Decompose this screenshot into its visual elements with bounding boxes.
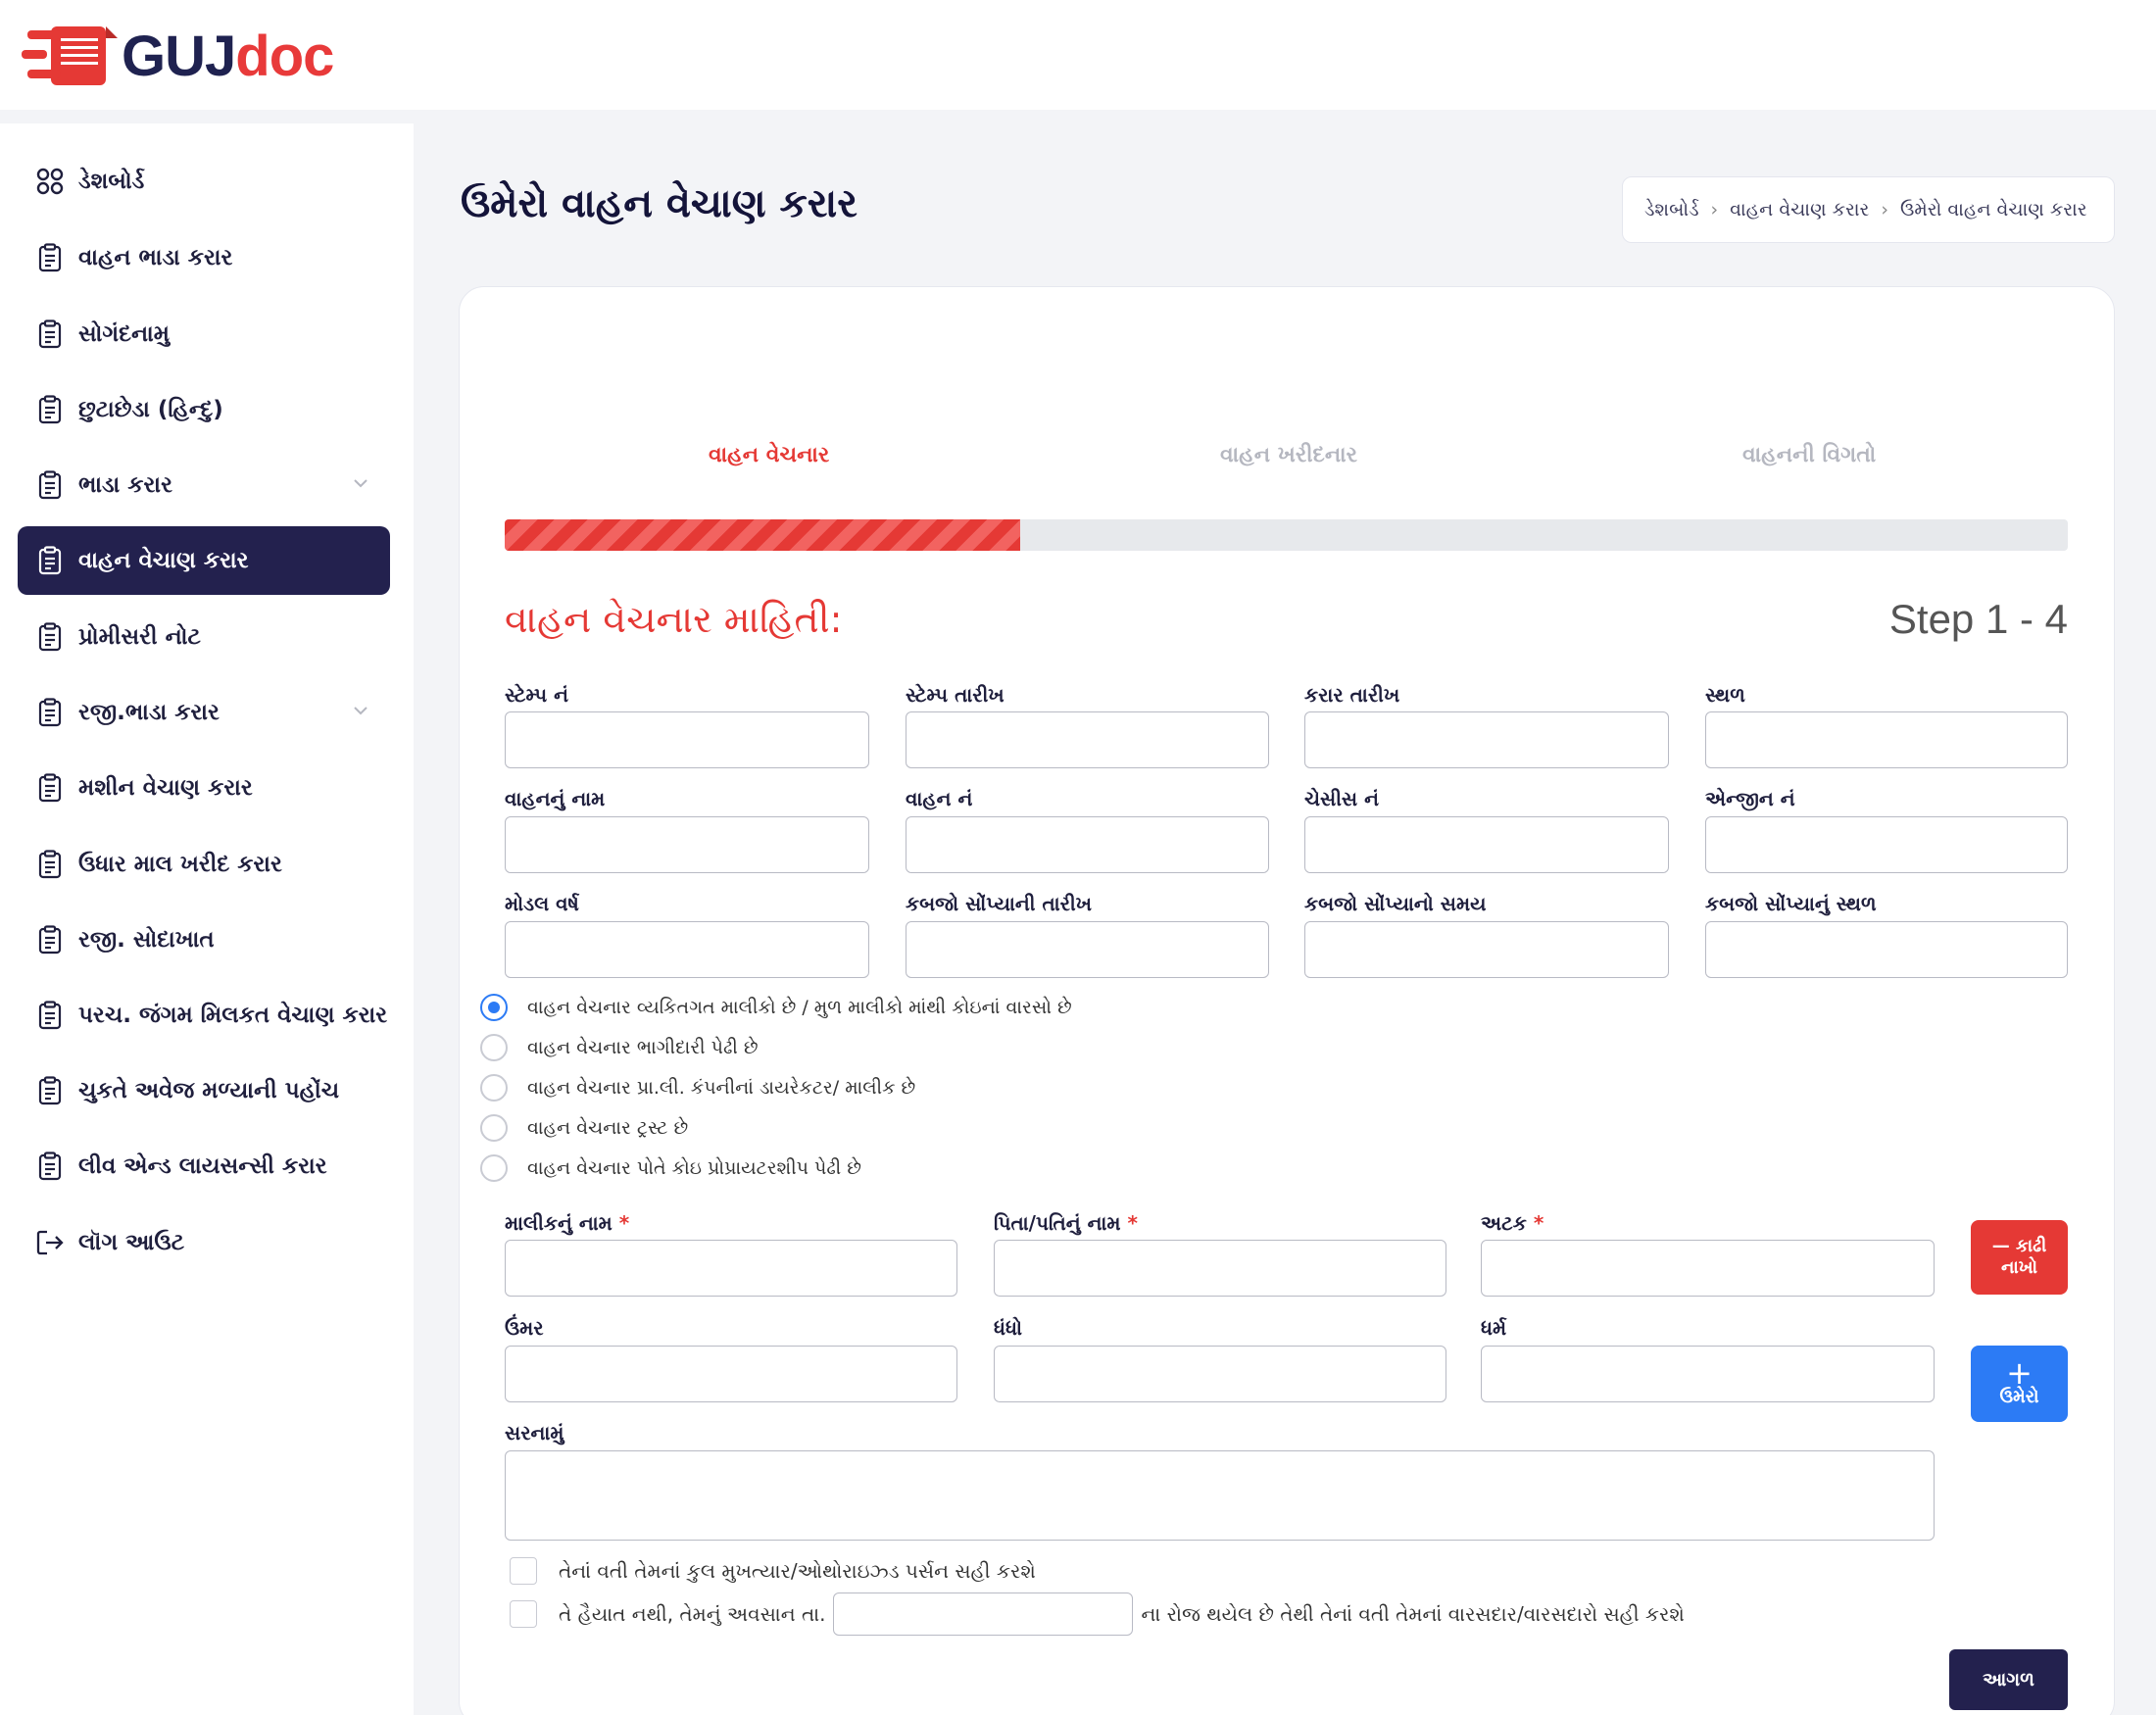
religion-input[interactable]: [1481, 1346, 1935, 1402]
clipboard-icon: [35, 925, 65, 955]
engine-no-input[interactable]: [1705, 816, 2068, 873]
sidebar-item-credit-purchase[interactable]: [18, 830, 390, 899]
radio-button[interactable]: [480, 1114, 508, 1142]
breadcrumb-separator-icon: ›: [1710, 199, 1719, 220]
sidebar-item-label: ભાડા કરાર: [78, 472, 172, 498]
engine-no-label: એન્જીન નં: [1705, 787, 1795, 810]
occupation-input[interactable]: [994, 1346, 1446, 1402]
clipboard-icon: [35, 773, 65, 803]
sidebar-item-label: પ્રોમીસરી નોટ: [78, 624, 201, 650]
age-input[interactable]: [505, 1346, 957, 1402]
surname-input[interactable]: [1481, 1240, 1935, 1297]
sidebar-item-payment-receipt[interactable]: [18, 1056, 390, 1125]
possession-place-input[interactable]: [1705, 921, 2068, 978]
sidebar-item-promissory-note[interactable]: [18, 603, 390, 671]
sidebar-item-movable-property[interactable]: [18, 981, 390, 1050]
grid-icon: [35, 167, 65, 196]
sidebar-item-label: રજી. સોદાખાત: [78, 927, 215, 953]
clipboard-icon: [35, 1001, 65, 1030]
agreement-date-input[interactable]: [1304, 711, 1669, 768]
model-year-input[interactable]: [505, 921, 869, 978]
sidebar-item-reg-rent[interactable]: [18, 678, 390, 747]
place-input[interactable]: [1705, 711, 2068, 768]
seller-type-option-company[interactable]: [480, 1074, 915, 1102]
sidebar-item-label: ઉધાર માલ ખરીદ કરાર: [78, 852, 282, 877]
stamp-date-input[interactable]: [906, 711, 1269, 768]
page-title: ઉમેરો વાહન વેચાણ કરાર: [461, 181, 858, 226]
radio-button[interactable]: [480, 1074, 508, 1102]
sidebar-item-label: રજી.ભાડા કરાર: [78, 700, 220, 725]
poa-sign-checkbox[interactable]: [510, 1557, 537, 1585]
vehicle-no-label: વાહન નં: [906, 787, 973, 810]
stamp-no-input[interactable]: [505, 711, 869, 768]
radio-label: વાહન વેચનાર ભાગીદારી પેઢી છે: [527, 1037, 759, 1058]
seller-type-option-trust[interactable]: [480, 1114, 688, 1142]
clipboard-icon: [35, 395, 65, 424]
breadcrumb: [1622, 176, 2115, 243]
sidebar-item-label: મશીન વેચાણ કરાર: [78, 775, 253, 801]
clipboard-icon: [35, 243, 65, 272]
breadcrumb-current: ઉમેરો વાહન વેચાણ કરાર: [1899, 199, 2087, 220]
add-owner-button[interactable]: [1971, 1346, 2068, 1422]
chassis-no-input[interactable]: [1304, 816, 1669, 873]
sidebar-item-vehicle-sale[interactable]: [18, 526, 390, 595]
sidebar-item-reg-sale-deed[interactable]: [18, 906, 390, 974]
vehicle-no-input[interactable]: [906, 816, 1269, 873]
logo-wordmark: GUJdoc: [122, 24, 334, 88]
top-header: [0, 0, 2156, 110]
sidebar-item-divorce[interactable]: [18, 375, 390, 444]
section-title: વાહન વેચનાર માહિતી:: [505, 598, 843, 641]
breadcrumb-link-vehicle-sale[interactable]: વાહન વેચાણ કરાર: [1730, 199, 1870, 220]
sidebar-item-label: વાહન વેચાણ કરાર: [78, 548, 249, 573]
clipboard-icon: [35, 850, 65, 879]
poa-sign-label: તેનાં વતી તેમનાં કુલ મુખત્યાર/ઓથોરાઇઝ્ડ પર્સન સહી કરશે: [559, 1559, 1036, 1583]
place-label: સ્થળ: [1705, 683, 1745, 707]
heirs-sign-checkbox-row[interactable]: [510, 1592, 1685, 1636]
surname-label: અટક *: [1481, 1211, 1544, 1235]
death-date-input[interactable]: [833, 1592, 1133, 1636]
sidebar-item-logout[interactable]: [18, 1208, 390, 1277]
seller-type-option-proprietorship[interactable]: [480, 1154, 861, 1182]
religion-label: ધર્મ: [1481, 1316, 1507, 1340]
sidebar-item-label: સોગંદનામુ: [78, 321, 171, 347]
clipboard-icon: [35, 622, 65, 652]
stamp-no-label: સ્ટેમ્પ નં: [505, 683, 568, 707]
sidebar-item-label: છુટાછેડા (હિન્દુ): [78, 397, 223, 422]
radio-label: વાહન વેચનાર ટ્રસ્ટ છે: [527, 1117, 689, 1139]
sidebar-item-leave-license[interactable]: [18, 1132, 390, 1200]
occupation-label: ધંધો: [994, 1316, 1022, 1340]
stamp-date-label: સ્ટેમ્પ તારીખ: [906, 683, 1004, 707]
next-button[interactable]: આગળ: [1949, 1649, 2068, 1710]
agreement-date-label: કરાર તારીખ: [1304, 683, 1400, 707]
sidebar-item-dashboard[interactable]: [18, 147, 390, 216]
radio-label: વાહન વેચનાર પ્રા.લી. કંપનીનાં ડાયરેકટર/ માલીક છે: [527, 1077, 916, 1099]
heirs-sign-checkbox[interactable]: [510, 1600, 537, 1628]
breadcrumb-link-dashboard[interactable]: ડેશબોર્ડ: [1644, 199, 1699, 220]
logo-mark-icon: [22, 23, 120, 91]
possession-time-label: કબજો સોંપ્યાનો સમય: [1304, 892, 1487, 915]
clipboard-icon: [35, 1152, 65, 1181]
radio-button[interactable]: [480, 1154, 508, 1182]
heirs-sign-label-after: ના રોજ થયેલ છે તેથી તેનાં વતી તેમનાં વારસદાર/વારસદારો સહી કરશે: [1141, 1602, 1685, 1626]
add-button-label: ઉમેરો: [1999, 1387, 2039, 1408]
remove-button-label: નાખો: [2000, 1257, 2038, 1278]
sidebar: [0, 123, 414, 1715]
seller-type-option-individual[interactable]: [480, 994, 1072, 1021]
poa-sign-checkbox-row[interactable]: [510, 1557, 1036, 1585]
address-label: સરનામું: [505, 1421, 564, 1445]
vehicle-name-label: વાહનનું નામ: [505, 787, 606, 810]
sidebar-item-label: પરચ. જંગમ મિલકત વેચાણ કરાર: [78, 1003, 388, 1028]
radio-label: વાહન વેચનાર પોતે કોઇ પ્રોપ્રાયટરશીપ પેઢી છે: [527, 1157, 861, 1179]
breadcrumb-separator-icon: ›: [1881, 199, 1888, 220]
chassis-no-label: ચેસીસ નં: [1304, 787, 1379, 810]
father-name-input[interactable]: [994, 1240, 1446, 1297]
possession-date-label: કબજો સોંપ્યાની તારીખ: [906, 892, 1093, 915]
step-tab-buyer[interactable]: વાહન ખરીદનાર: [1220, 443, 1357, 467]
seller-type-option-partnership[interactable]: [480, 1034, 759, 1061]
address-textarea[interactable]: [505, 1450, 1935, 1541]
sidebar-item-vehicle-rent[interactable]: [18, 223, 390, 292]
clipboard-icon: [35, 470, 65, 500]
remove-owner-button[interactable]: [1971, 1220, 2068, 1295]
clipboard-icon: [35, 1076, 65, 1105]
chevron-down-icon: [353, 706, 368, 715]
chevron-down-icon: [353, 478, 368, 488]
sidebar-item-affidavit[interactable]: [18, 300, 390, 368]
step-progress-bar: [505, 519, 2068, 551]
sidebar-item-label: વાહન ભાડા કરાર: [78, 245, 233, 270]
logout-icon: [35, 1228, 65, 1257]
sidebar-item-label: લૉગ આઉટ: [78, 1230, 185, 1255]
father-name-label: પિતા/પતિનું નામ *: [994, 1211, 1138, 1235]
sidebar-item-label: લીવ એન્ડ લાયસન્સી કરાર: [78, 1153, 327, 1179]
clipboard-icon: [35, 546, 65, 575]
vehicle-name-input[interactable]: [505, 816, 869, 873]
clipboard-icon: [35, 698, 65, 727]
radio-button[interactable]: [480, 1034, 508, 1061]
owner-name-label: માલીકનું નામ *: [505, 1211, 630, 1235]
possession-time-input[interactable]: [1304, 921, 1669, 978]
sidebar-item-label: ડેશબોર્ડ: [78, 169, 145, 194]
sidebar-item-rent-agreement[interactable]: [18, 451, 390, 519]
possession-place-label: કબજો સોંપ્યાનું સ્થળ: [1705, 892, 1877, 915]
clipboard-icon: [35, 319, 65, 349]
possession-date-input[interactable]: [906, 921, 1269, 978]
plus-icon: +: [2006, 1354, 2033, 1393]
radio-label: વાહન વેચનાર વ્યકિતગત માલીકો છે / મુળ માલીકો માંથી કોઇનાં વારસો છે: [527, 997, 1072, 1018]
brand-logo[interactable]: [22, 20, 333, 94]
remove-button-label: — કાઢી: [1991, 1235, 2047, 1256]
step-tab-seller[interactable]: વાહન વેચનાર: [709, 443, 830, 467]
step-progress-fill: [505, 519, 1020, 551]
sidebar-item-label: ચુકતે અવેજ મળ્યાની પહોંચ: [78, 1078, 340, 1103]
step-tab-vehicle-details[interactable]: વાહનની વિગતો: [1742, 443, 1877, 467]
model-year-label: મોડલ વર્ષ: [505, 892, 579, 915]
sidebar-item-machine-sale[interactable]: [18, 754, 390, 822]
age-label: ઉંમર: [505, 1316, 544, 1340]
radio-button[interactable]: [480, 994, 508, 1021]
step-counter: Step 1 - 4: [1888, 596, 2068, 642]
heirs-sign-label-before: તે હૈયાત નથી, તેમનું અવસાન તા.: [559, 1602, 826, 1626]
owner-name-input[interactable]: [505, 1240, 957, 1297]
